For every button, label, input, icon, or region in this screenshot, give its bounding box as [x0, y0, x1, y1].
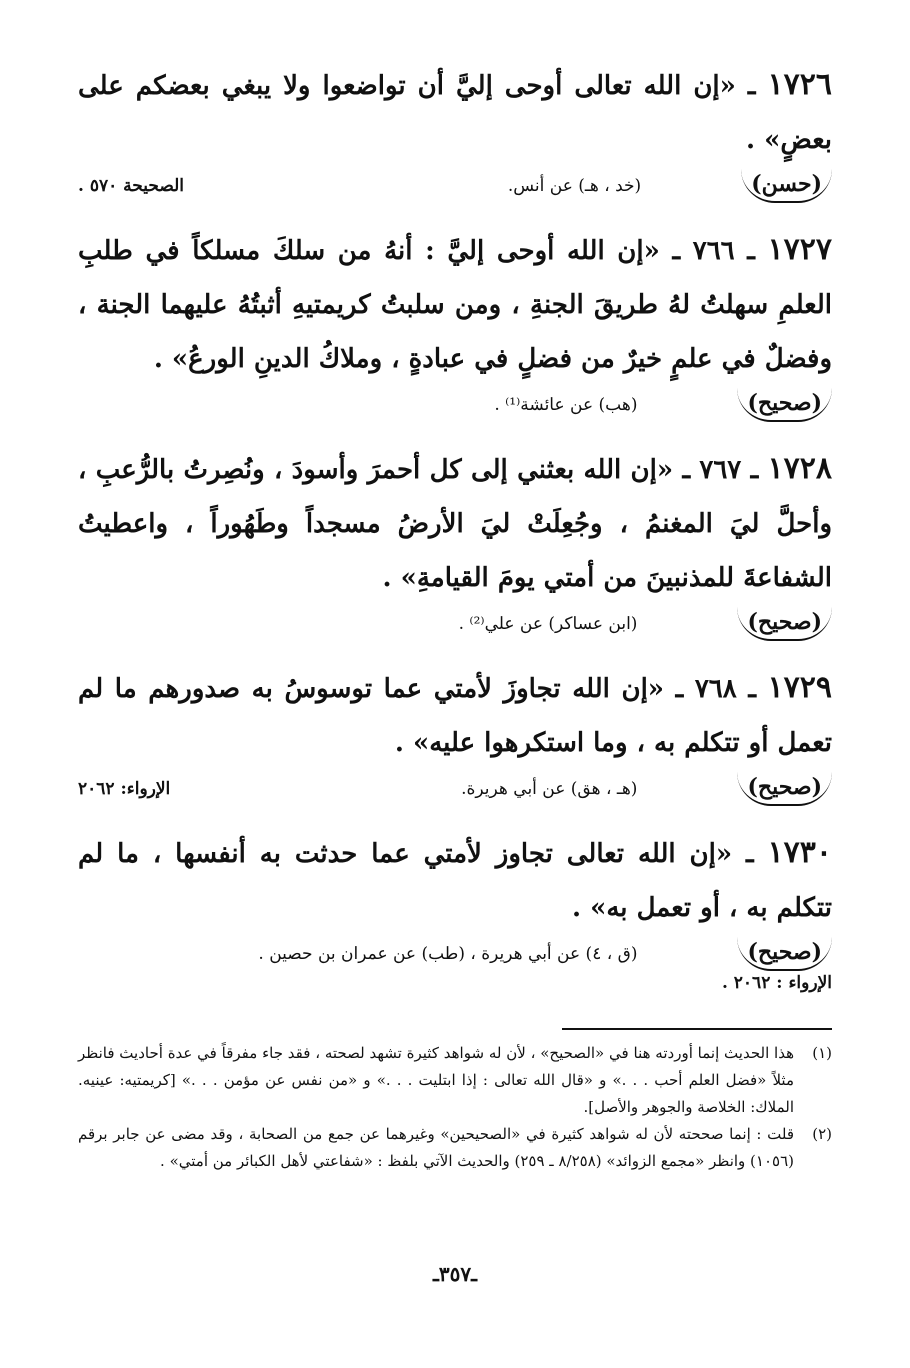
hadith-grade: (حسن) [741, 169, 832, 203]
hadith-meta [78, 607, 832, 641]
hadith-meta [78, 169, 832, 203]
hadith-reference: الإرواء: ٢٠٦٢ [78, 779, 171, 799]
hadith-reference: الصحيحة ٥٧٠ . [78, 176, 185, 196]
hadith-entry [78, 58, 832, 203]
hadith-meta [78, 772, 832, 806]
hadith-text [78, 826, 832, 935]
hadith-text [78, 442, 832, 605]
hadith-number: ١٧٢٩ [767, 670, 832, 705]
hadith-body: ـ «إن الله تعالى تجاوز لأمتي عما حدثت به أنفسها ، ما لم تتكلم به ، أو تعمل به» . [78, 839, 832, 923]
hadith-entry [78, 661, 832, 806]
footnote-divider [562, 1028, 832, 1030]
page-number: ـ٣٥٧ـ [433, 1262, 477, 1286]
footnotes [78, 1040, 832, 1175]
hadith-meta [78, 937, 832, 971]
footnote-number: (٢) [812, 1125, 832, 1143]
hadith-body: ـ ٧٦٦ ـ «إن الله أوحى إليَّ : أنهُ من سلكَ مسلكاً في طلبِ العلمِ سهلتُ لهُ طريقَ الجنةِ ، ومن سلبتُ كريمتيهِ أثبتُهُ عليهما الجنة ، وفضلٌ في علمٍ خيرٌ من فضلٍ في عبادةٍ ، وملاكُ الدينِ الورعُ» . [78, 236, 832, 374]
hadith-sources: (ق ، ٤) عن أبي هريرة ، (طب) عن عمران بن حصين . [258, 944, 638, 964]
hadith-body: ـ ٧٦٨ ـ «إن الله تجاوزَ لأمتي عما توسوسُ به صدورهم ما لم تعمل أو تتكلم به ، وما استكرهوا عليه» . [78, 674, 832, 758]
hadith-number: ١٧٢٧ [767, 232, 832, 267]
hadith-grade: (صحيح) [737, 937, 832, 971]
footnote-number: (١) [812, 1044, 832, 1062]
hadith-sources: (هب) عن عائشة⁽¹⁾ . [494, 395, 638, 415]
hadith-sources: (هـ ، هق) عن أبي هريرة. [461, 779, 638, 799]
hadith-meta [78, 388, 832, 422]
hadith-body: ـ «إن الله تعالى أوحى إليَّ أن تواضعوا ولا يبغي بعضكم على بعضٍ» . [78, 71, 832, 155]
hadith-list [78, 58, 832, 1013]
hadith-grade: (صحيح) [737, 607, 832, 641]
hadith-sources: (خد ، هـ) عن أنس. [507, 176, 642, 196]
footnote-text: هذا الحديث إنما أوردته هنا في «الصحيح» ، لأن له شواهد كثيرة تشهد لصحته ، فقد جاء مفرقاً في عدة أحاديث فانظر مثلاً «فضل العلم أحب . . .» و «قال الله تعالى : إذا ابتليت . . .» و «من نفس عن مؤمن . . .» [كريمتيه: عينيه. الملاك: الخلاصة والجوهر والأصل]. [78, 1044, 794, 1116]
hadith-entry [78, 223, 832, 422]
hadith-number: ١٧٢٨ [767, 451, 832, 486]
hadith-number: ١٧٢٦ [767, 67, 832, 102]
hadith-sources: (ابن عساكر) عن علي⁽²⁾ . [458, 614, 638, 634]
footnote-text: قلت : إنما صححته لأن له شواهد كثيرة في «الصحيحين» وغيرهما عن جمع من الصحابة ، وقد مضى عن جابر برقم (١٠٥٦) وانظر «مجمع الزوائد» (٨/٢٥٨ ـ ٢٥٩) والحديث الآتي بلفظ : «شفاعتي لأهل الكبائر من أمتي» . [78, 1125, 794, 1170]
hadith-body: ـ ٧٦٧ ـ «إن الله بعثني إلى كل أحمرَ وأسودَ ، ونُصِرتُ بالرُّعبِ ، وأحلَّ ليَ المغنمُ ، وجُعِلَتْ ليَ الأرضُ مسجداً وطَهُوراً ، واعطيتُ الشفاعةَ للمذنبينَ من أمتي يومَ القيامةِ» . [78, 455, 832, 593]
hadith-text [78, 661, 832, 770]
hadith-grade: (صحيح) [737, 388, 832, 422]
footnote [78, 1040, 832, 1121]
hadith-number: ١٧٣٠ [767, 835, 832, 870]
footnote [78, 1121, 832, 1175]
hadith-extra-reference: الإرواء : ٢٠٦٢ . [721, 973, 832, 993]
hadith-entry [78, 442, 832, 641]
hadith-entry [78, 826, 832, 993]
hadith-text [78, 223, 832, 386]
hadith-text [78, 58, 832, 167]
hadith-grade: (صحيح) [737, 772, 832, 806]
